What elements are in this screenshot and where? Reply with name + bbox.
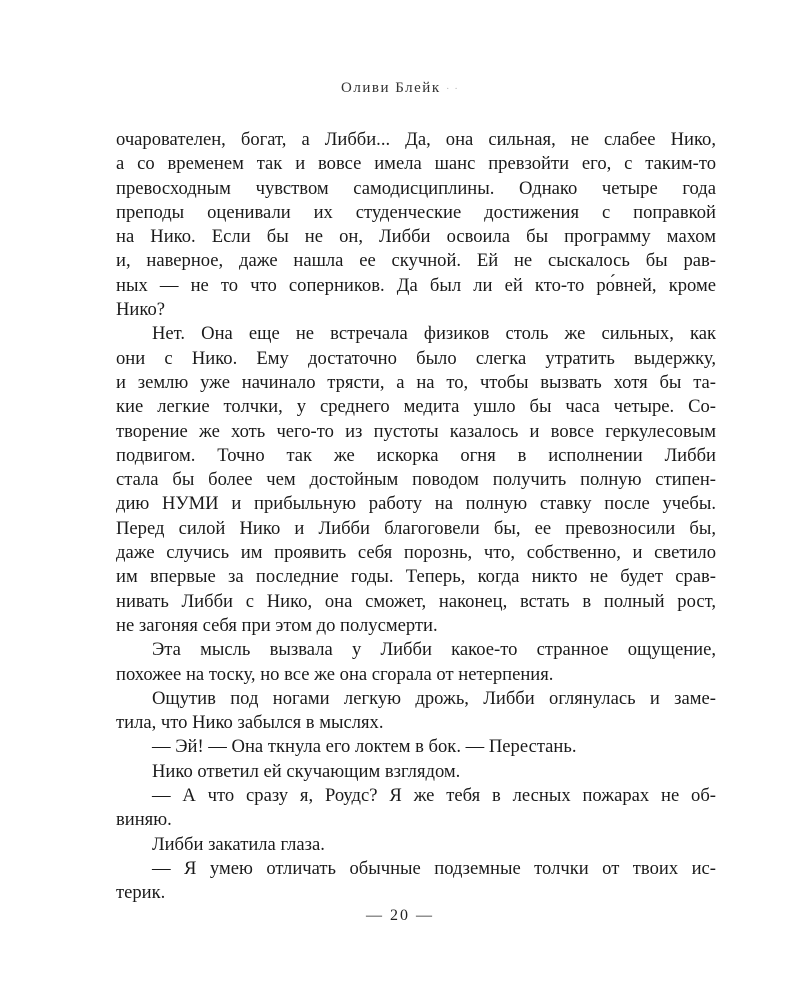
dialogue-line: — А что сразу я, Роудс? Я же тебя в лесных пожарах не об- <box>152 785 716 807</box>
text-line: нивать Либби с Нико, она сможет, наконец, встать в полный рост, <box>116 590 716 612</box>
paragraph-first-line: Эта мысль вызвала у Либби какое-то странное ощущение, <box>152 639 716 661</box>
text-line: а со временем так и вовсе имела шанс превзойти его, с таким-то <box>116 153 716 175</box>
text-line: и землю уже начинало трясти, а на то, чтобы вызвать хотя бы та- <box>116 371 716 393</box>
text-line: не загоняя себя при этом до полусмерти. <box>116 614 438 636</box>
paragraph-first-line: Ощутив под ногами легкую дрожь, Либби оглянулась и заме- <box>152 687 716 709</box>
paragraph-first-line: Нико ответил ей скучающим взглядом. <box>152 760 461 782</box>
ornament-dots: · · <box>445 83 459 95</box>
paragraph-first-line: Нет. Она еще не встречала физиков столь же сильных, как <box>152 323 716 345</box>
text-line: на Нико. Если бы не он, Либби освоила бы программу махом <box>116 226 716 248</box>
text-line: дию НУМИ и прибыльную работу на полную ставку после учебы. <box>116 493 716 515</box>
text-line: кие легкие толчки, у среднего медита ушло бы часа четыре. Со- <box>116 396 716 418</box>
text-line: похожее на тоску, но все же она сгорала от нетерпения. <box>116 663 554 685</box>
text-line: стала бы более чем достойным поводом получить полную стипен- <box>116 469 716 491</box>
text-line: превосходным чувством самодисциплины. Однако четыре года <box>116 177 716 199</box>
text-line: виняю. <box>116 809 172 831</box>
running-head <box>0 80 800 97</box>
page-body-text <box>116 128 716 906</box>
running-title: Оливи Блейк <box>341 80 441 96</box>
text-line: преподы оценивали их студенческие достижения с поправкой <box>116 201 716 223</box>
text-line: терик. <box>116 882 166 904</box>
text-line: они с Нико. Ему достаточно было слегка утратить выдержку, <box>116 347 716 369</box>
text-line: тила, что Нико забылся в мыслях. <box>116 712 384 734</box>
paragraph-first-line: Либби закатила глаза. <box>152 833 325 855</box>
dialogue-line: — Я умею отличать обычные подземные толчки от твоих ис- <box>152 857 716 879</box>
text-line: подвигом. Точно так же искорка огня в исполнении Либби <box>116 444 716 466</box>
text-line: творение же хоть чего-то из пустоты казалось и вовсе геркулесовым <box>116 420 716 442</box>
text-line: Перед силой Нико и Либби благоговели бы, ее превозносили бы, <box>116 517 716 539</box>
text-line: Нико? <box>116 299 166 321</box>
text-line: и, наверное, даже нашла ее скучной. Ей не сыскалось бы рав- <box>116 250 716 272</box>
dialogue-line: — Эй! — Она ткнула его локтем в бок. — Перестань. <box>152 736 577 758</box>
text-line: очарователен, богат, а Либби... Да, она сильная, не слабее Нико, <box>116 129 716 150</box>
page-number: — 20 — <box>366 907 434 924</box>
text-line: ных — не то что соперников. Да был ли ей кто-то ро́вней, кроме <box>116 274 716 296</box>
text-line: им впервые за последние годы. Теперь, когда никто не будет срав- <box>116 566 716 588</box>
text-line: даже случись им проявить себя порознь, что, собственно, и светило <box>116 542 716 564</box>
